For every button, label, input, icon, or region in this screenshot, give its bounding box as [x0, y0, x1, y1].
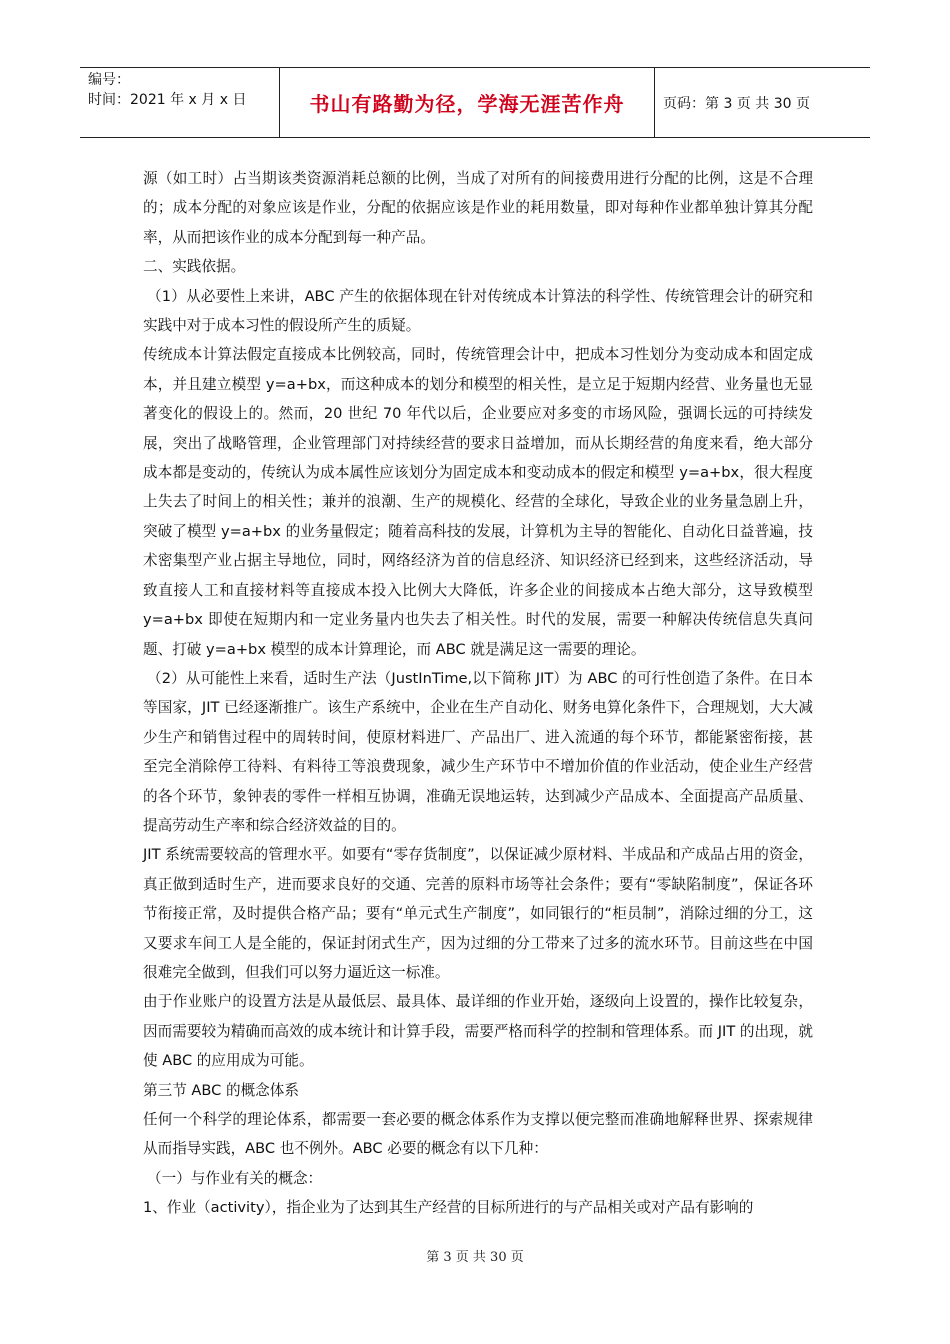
document-number-label: 编号：	[88, 72, 130, 88]
header-meta	[80, 68, 280, 137]
header-page-info: 页码：第 3 页 共 30 页	[663, 95, 810, 112]
page-footer: 第 3 页 共 30 页	[426, 1250, 524, 1265]
paragraph: 由于作业账户的设置方法是从最低层、最具体、最详细的作业开始，逐级向上设置的，操作比较复杂，因而需要较为精确而高效的成本统计和计算手段，需要严格而科学的控制和管理体系。而 JIT 的出现，就使 ABC 的应用成为可能。	[143, 993, 813, 1070]
section-heading: 二、实践依据。	[143, 258, 246, 276]
paragraph: 1、作业（activity），指企业为了达到其生产经营的目标所进行的与产品相关或对产品有影响的	[143, 1199, 754, 1217]
paragraph: （2）从可能性上来看，适时生产法（JustInTime,以下简称 JIT）为 ABC 的可行性创造了条件。在日本等国家，JIT 已经逐渐推广。该生产系统中，企业在生产自动化、财务电算化条件下，合理规划，大大减少生产和销售过程中的周转时间，使原材料进厂、产品出厂、进入流通的每个环节，都能紧密衔接，甚至完全消除停工待料、有料待工等浪费现象，减少生产环节中不增加价值的作业活动，使企业生产经营的各个环节，象钟表的零件一样相互协调，准确无误地运转，达到减少产品成本、全面提高产品质量、提高劳动生产率和综合经济效益的目的。	[143, 669, 813, 834]
paragraph: JIT 系统需要较高的管理水平。如要有“零存货制度”，以保证减少原材料、半成品和产成品占用的资金，真正做到适时生产，进而要求良好的交通、完善的原料市场等社会条件；要有“零缺陷制度”，保证各环节衔接正常，及时提供合格产品；要有“单元式生产制度”，如同银行的“柜员制”，消除过细的分工，这又要求车间工人是全能的，保证封闭式生产，因为过细的分工带来了过多的流水环节。目前这些在中国很难完全做到，但我们可以努力逼近这一标准。	[143, 846, 813, 981]
paragraph: 传统成本计算法假定直接成本比例较高，同时，传统管理会计中，把成本习性划分为变动成本和固定成本，并且建立模型 y=a+bx，而这种成本的划分和模型的相关性，是立足于短期内经营、业务量也无显著变化的假设上的。然而，20 世纪 70 年代以后，企业要应对多变的市场风险，强调长远的可持续发展，突出了战略管理，企业管理部门对持续经营的要求日益增加，而从长期经营的角度来看，绝大部分成本都是变动的，传统认为成本属性应该划分为固定成本和变动成本的假定和模型 y=a+bx，很大程度上失去了时间上的相关性；兼并的浪潮、生产的规模化、经营的全球化，导致企业的业务量急剧上升，突破了模型 y=a+bx 的业务量假定；随着高科技的发展，计算机为主导的智能化、自动化日益普遍，技术密集型产业占据主导地位，同时，网络经济为首的信息经济、知识经济已经到来，这些经济活动，导致直接人工和直接材料等直接成本投入比例大大降低，许多企业的间接成本占绝大部分，这导致模型 y=a+bx 即使在短期内和一定业务量内也失去了相关性。时代的发展，需要一种解决传统信息失真问题、打破 y=a+bx 模型的成本计算理论，而 ABC 就是满足这一需要的理论。	[143, 346, 813, 658]
page-header	[80, 67, 870, 138]
section-heading: 第三节 ABC 的概念体系	[143, 1081, 299, 1099]
header-motto: 书山有路勤为径，学海无涯苦作舟	[280, 68, 655, 137]
document-body	[143, 164, 813, 1223]
subsection-heading: （一）与作业有关的概念：	[147, 1169, 323, 1187]
paragraph: 任何一个科学的理论体系，都需要一套必要的概念体系作为支撑以便完整而准确地解释世界、探索规律从而指导实践，ABC 也不例外。ABC 必要的概念有以下几种：	[143, 1111, 813, 1158]
document-time-label: 时间：2021 年 x 月 x 日	[88, 92, 247, 108]
paragraph: （1）从必要性上来讲，ABC 产生的依据体现在针对传统成本计算法的科学性、传统管理会计的研究和实践中对于成本习性的假设所产生的质疑。	[143, 287, 813, 335]
paragraph: 源（如工时）占当期该类资源消耗总额的比例，当成了对所有的间接费用进行分配的比例，这是不合理的；成本分配的对象应该是作业，分配的依据应该是作业的耗用数量，即对每种作业都单独计算其分配率，从而把该作业的成本分配到每一种产品。	[143, 170, 813, 246]
